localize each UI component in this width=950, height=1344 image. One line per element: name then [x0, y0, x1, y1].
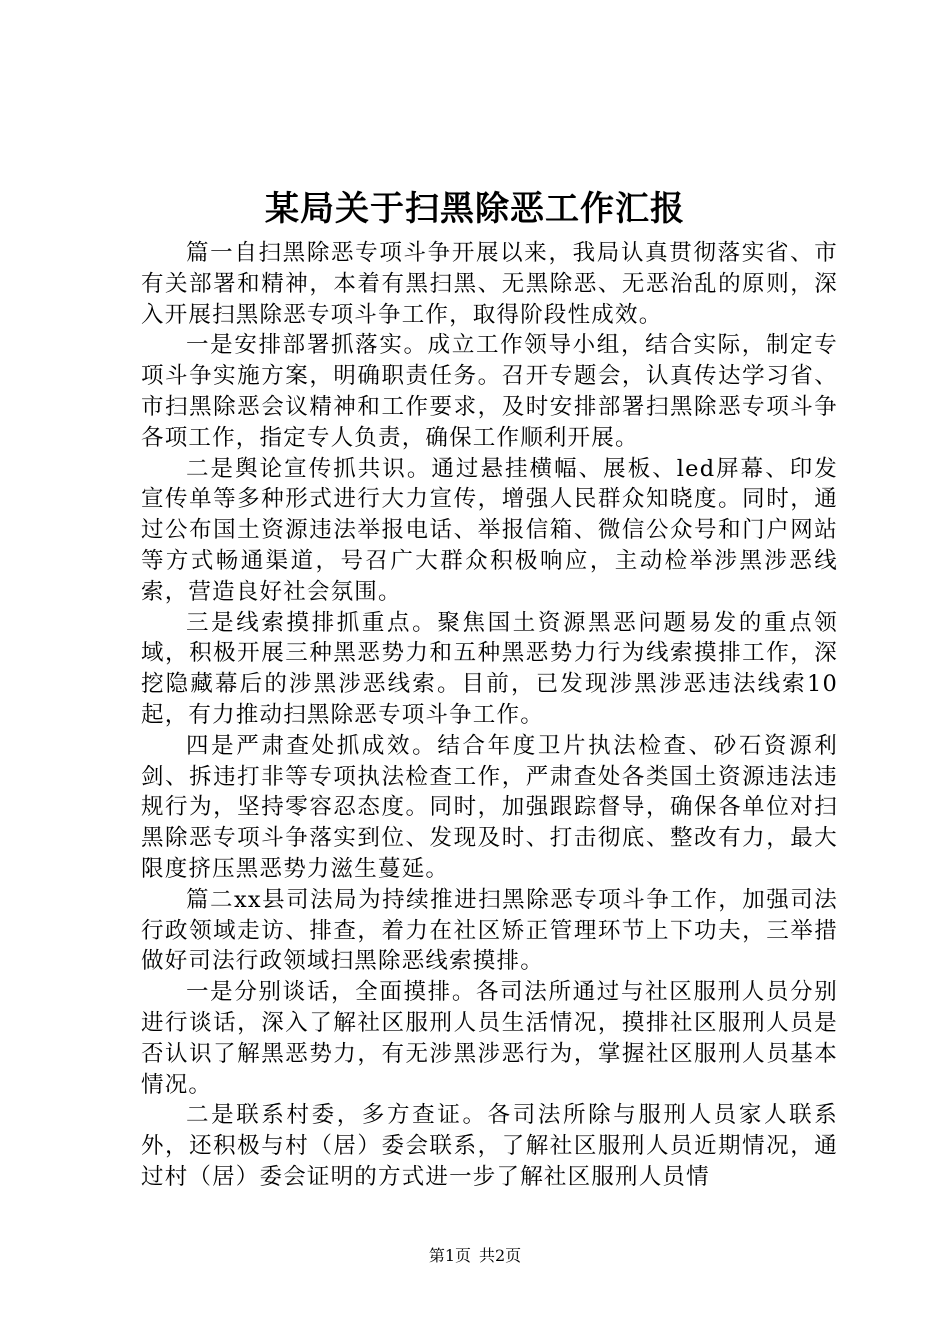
page-number-total: 共2页: [479, 1246, 522, 1265]
paragraph: 四是严肃查处抓成效。结合年度卫片执法检查、砂石资源利剑、拆违打非等专项执法检查工作，严肃查处各类国土资源违法违规行为，坚持零容忍态度。同时，加强跟踪督导，确保各单位对扫黑除恶专项斗争落实到位、发现及时、打击彻底、整改有力，最大限度挤压黑恶势力滋生蔓延。: [141, 732, 838, 882]
document-body: [141, 238, 838, 1193]
paragraph: 篇二xx县司法局为持续推进扫黑除恶专项斗争工作，加强司法行政领域走访、排查，着力在社区矫正管理环节上下功夫，三举措做好司法行政领域扫黑除恶线索摸排。: [141, 886, 838, 975]
paragraph: 二是舆论宣传抓共识。通过悬挂横幅、展板、led屏幕、印发宣传单等多种形式进行大力宣传，增强人民群众知晓度。同时，通过公布国土资源违法举报电话、举报信箱、微信公众号和门户网站等方式畅通渠道，号召广大群众积极响应，主动检举涉黑涉恶线索，营造良好社会氛围。: [141, 455, 838, 605]
paragraph: 三是线索摸排抓重点。聚焦国土资源黑恶问题易发的重点领域，积极开展三种黑恶势力和五种黑恶势力行为线索摸排工作，深挖隐藏幕后的涉黑涉恶线索。目前，已发现涉黑涉恶违法线索10起，有力推动扫黑除恶专项斗争工作。: [141, 609, 838, 728]
paragraph: 篇一自扫黑除恶专项斗争开展以来，我局认真贯彻落实省、市有关部署和精神，本着有黑扫黑、无黑除恶、无恶治乱的原则，深入开展扫黑除恶专项斗争工作，取得阶段性成效。: [141, 240, 838, 328]
page-footer: [0, 1246, 950, 1266]
document-title: 某局关于扫黑除恶工作汇报: [265, 189, 685, 229]
paragraph: 一是安排部署抓落实。成立工作领导小组，结合实际，制定专项斗争实施方案，明确职责任务。召开专题会，认真传达学习省、市扫黑除恶会议精神和工作要求，及时安排部署扫黑除恶专项斗争各项工作，指定专人负责，确保工作顺利开展。: [141, 332, 838, 451]
paragraph: 二是联系村委，多方查证。各司法所除与服刑人员家人联系外，还积极与村（居）委会联系，了解社区服刑人员近期情况，通过村（居）委会证明的方式进一步了解社区服刑人员情: [141, 1102, 838, 1190]
paragraph: 一是分别谈话，全面摸排。各司法所通过与社区服刑人员分别进行谈话，深入了解社区服刑人员生活情况，摸排社区服刑人员是否认识了解黑恶势力，有无涉黑涉恶行为，掌握社区服刑人员基本情况。: [141, 979, 838, 1098]
page-number-current: 第1页: [428, 1246, 471, 1265]
